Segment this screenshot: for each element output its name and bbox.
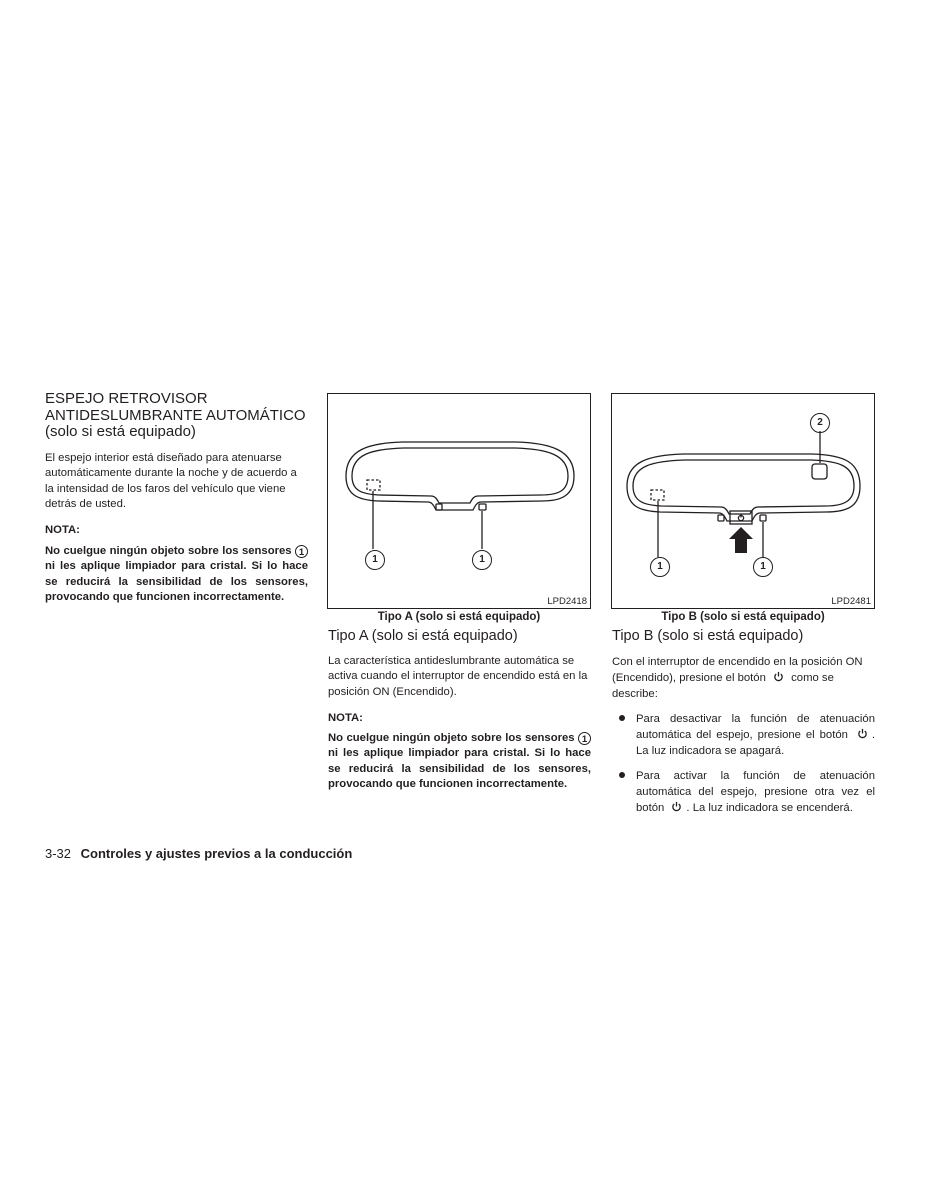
mirror-type-b-illustration xyxy=(612,394,874,608)
figure-b-caption: Tipo B (solo si está equipado) xyxy=(661,611,825,623)
type-b-text-pre: Con el interruptor de encendido en la posición ON (Encendido), presione el botón xyxy=(612,656,863,684)
figure-b-code: LPD2481 xyxy=(831,596,871,607)
type-a-heading: Tipo A (solo si está equipado) xyxy=(328,628,518,644)
intro-paragraph: El espejo interior está diseñado para atenuarse automáticamente durante la noche y de acuerdo a la intensidad de los faros del vehículo que viene detrás de usted. xyxy=(45,452,297,510)
mirror-type-a-illustration xyxy=(328,394,590,608)
bullet-2-post: . La luz indicadora se encenderá. xyxy=(686,802,853,814)
type-b-text xyxy=(612,654,875,702)
bullet-2-pre: Para activar la función de atenuación automática del espejo, presione otra vez el botón xyxy=(636,770,875,814)
power-icon xyxy=(671,801,682,812)
type-a-nota-text xyxy=(328,731,591,792)
type-a-nota-pre: No cuelgue ningún objeto sobre los sensores xyxy=(328,732,575,744)
type-a-text: La característica antideslumbrante automática se activa cuando el interruptor de encendido está en la posición ON (Encendido). xyxy=(328,655,588,698)
page-footer xyxy=(45,846,352,861)
list-item xyxy=(612,711,875,759)
type-a-nota-label: NOTA: xyxy=(328,712,363,724)
sensor-marker: 1 xyxy=(295,545,308,558)
type-b-text-post: como se describe: xyxy=(612,672,834,700)
type-b-bullet-list xyxy=(612,711,875,825)
bullet-1-post: . La luz indicadora se apagará. xyxy=(636,729,875,757)
nota-text xyxy=(45,544,308,605)
figure-a-marker-2: 1 xyxy=(472,550,492,570)
figure-a-code: LPD2418 xyxy=(547,596,587,607)
figure-a-marker-1: 1 xyxy=(365,550,385,570)
figure-b-marker-1b: 1 xyxy=(753,557,773,577)
list-item xyxy=(612,768,875,816)
chapter-title: Controles y ajustes previos a la conducción xyxy=(80,846,353,861)
figure-a-caption: Tipo A (solo si está equipado) xyxy=(377,611,541,623)
power-icon xyxy=(857,728,868,739)
figure-type-b xyxy=(611,393,875,609)
figure-type-a xyxy=(327,393,591,609)
figure-b-marker-1a: 1 xyxy=(650,557,670,577)
section-title: ESPEJO RETROVISOR ANTIDESLUMBRANTE AUTOMÁTICO (solo si está equipado) xyxy=(45,390,306,440)
type-a-sensor-marker: 1 xyxy=(578,732,591,745)
power-icon xyxy=(773,671,784,682)
nota-label: NOTA: xyxy=(45,524,80,536)
nota-text-pre: No cuelgue ningún objeto sobre los sensores xyxy=(45,545,292,557)
type-a-nota-post: ni les aplique limpiador para cristal. Si lo hace se reducirá la sensibilidad de los sensores, provocando que funcionen incorrectamente. xyxy=(328,747,591,790)
nota-text-post: ni les aplique limpiador para cristal. Si lo hace se reducirá la sensibilidad de los sensores, provocando que funcionen incorrectamente. xyxy=(45,560,308,603)
figure-b-marker-2: 2 xyxy=(810,413,830,433)
type-b-heading: Tipo B (solo si está equipado) xyxy=(612,628,804,644)
page-number: 3-32 xyxy=(45,846,72,861)
bullet-1-pre: Para desactivar la función de atenuación automática del espejo, presione el botón xyxy=(636,713,875,741)
